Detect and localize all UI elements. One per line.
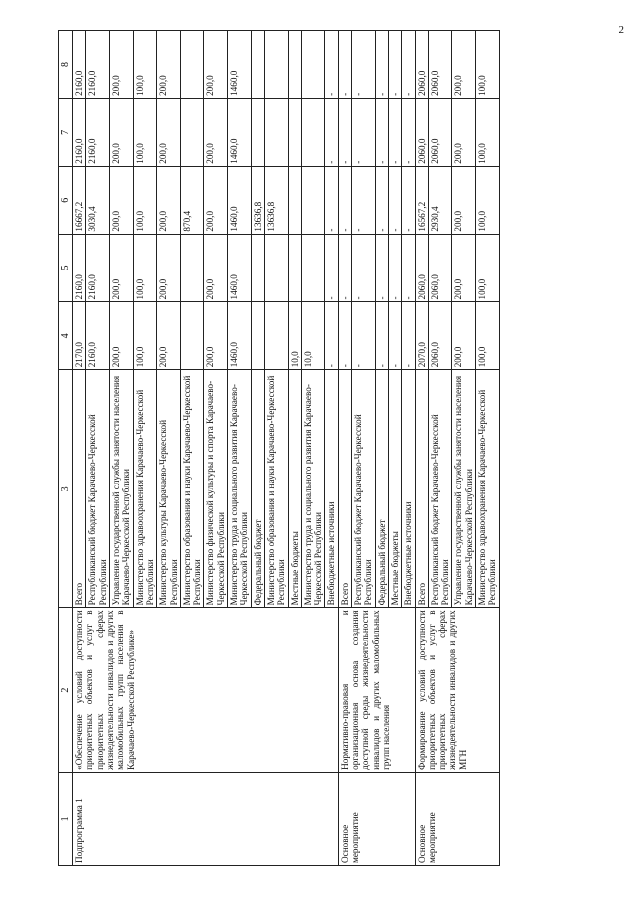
amount-cell: [264, 302, 288, 370]
amount-cell: 2060,0: [428, 31, 452, 99]
amount-cell: -: [352, 98, 376, 166]
amount-cell: -: [338, 302, 351, 370]
amount-cell: 200,0: [157, 166, 181, 234]
amount-cell: 13636,8: [264, 166, 288, 234]
amount-cell: -: [325, 302, 338, 370]
amount-cell: 1460,0: [228, 234, 252, 302]
amount-cell: 13636,8: [251, 166, 264, 234]
amount-cell: 2060,0: [428, 98, 452, 166]
amount-cell: 100,0: [133, 98, 157, 166]
funding-source-cell: Всего: [338, 370, 351, 608]
amount-cell: 2060,0: [428, 302, 452, 370]
program-name-cell: Формирование условий доступности приоритетных объектов и услуг в приоритетных сферах жизнедеятельности инвалидов и других МГН: [415, 608, 499, 772]
funding-source-cell: Управление государственной службы занятости населения Карачаево-Черкесской Республики: [110, 370, 134, 608]
amount-cell: -: [338, 98, 351, 166]
amount-cell: -: [338, 234, 351, 302]
amount-cell: [288, 234, 301, 302]
amount-cell: [288, 166, 301, 234]
amount-cell: 100,0: [133, 31, 157, 99]
amount-cell: 2170,0: [73, 302, 86, 370]
amount-cell: -: [375, 31, 388, 99]
amount-cell: -: [325, 31, 338, 99]
amount-cell: 100,0: [475, 98, 499, 166]
amount-cell: [180, 98, 204, 166]
amount-cell: 200,0: [110, 302, 134, 370]
amount-cell: 16567,2: [415, 166, 428, 234]
program-name-cell: «Обеспечение условий доступности приоритетных объектов и услуг в приоритетных сферах жизнедеятельности инвалидов и других маломобильных групп населения в Карачаево-Черкесской Республике»: [73, 608, 339, 772]
amount-cell: 16667,2: [73, 166, 86, 234]
amount-cell: -: [388, 234, 401, 302]
funding-source-cell: Республиканский бюджет Карачаево-Черкесской Республики: [86, 370, 110, 608]
amount-cell: 2060,0: [415, 98, 428, 166]
amount-cell: 200,0: [204, 234, 228, 302]
amount-cell: 2060,0: [428, 234, 452, 302]
amount-cell: [264, 234, 288, 302]
amount-cell: 100,0: [475, 302, 499, 370]
amount-cell: [180, 31, 204, 99]
amount-cell: -: [388, 31, 401, 99]
funding-source-cell: Министерство образования и науки Карачаево-Черкесской Республики: [264, 370, 288, 608]
amount-cell: 200,0: [204, 166, 228, 234]
amount-cell: 2160,0: [73, 31, 86, 99]
amount-cell: -: [375, 302, 388, 370]
funding-source-cell: Всего: [415, 370, 428, 608]
amount-cell: 2070,0: [415, 302, 428, 370]
amount-cell: [251, 31, 264, 99]
amount-cell: -: [402, 98, 415, 166]
amount-cell: [264, 98, 288, 166]
amount-cell: 200,0: [110, 166, 134, 234]
amount-cell: -: [325, 98, 338, 166]
amount-cell: 100,0: [133, 234, 157, 302]
funding-source-cell: Министерство здравоохранения Карачаево-Черкесской Республики: [475, 370, 499, 608]
amount-cell: 200,0: [204, 302, 228, 370]
column-number-header: 7: [59, 98, 73, 166]
amount-cell: 200,0: [452, 98, 476, 166]
column-number-header: 3: [59, 370, 73, 608]
amount-cell: 1460,0: [228, 302, 252, 370]
amount-cell: 100,0: [475, 166, 499, 234]
amount-cell: 200,0: [157, 31, 181, 99]
funding-source-cell: Внебюджетные источники: [325, 370, 338, 608]
funding-source-cell: Федеральный бюджет: [375, 370, 388, 608]
program-status-cell: Основное мероприятие: [338, 772, 415, 865]
program-status-cell: Основное мероприятие: [415, 772, 499, 865]
amount-cell: [288, 98, 301, 166]
amount-cell: 2160,0: [86, 302, 110, 370]
amount-cell: 2160,0: [86, 98, 110, 166]
amount-cell: 3030,4: [86, 166, 110, 234]
funding-table: [58, 30, 500, 866]
program-status-cell: Подпрограмма 1: [73, 772, 339, 865]
amount-cell: 200,0: [157, 98, 181, 166]
amount-cell: [301, 166, 325, 234]
amount-cell: 10,0: [288, 302, 301, 370]
amount-cell: -: [388, 302, 401, 370]
amount-cell: [251, 98, 264, 166]
amount-cell: -: [352, 31, 376, 99]
amount-cell: 2160,0: [86, 234, 110, 302]
amount-cell: 200,0: [157, 234, 181, 302]
amount-cell: 200,0: [157, 302, 181, 370]
amount-cell: -: [352, 302, 376, 370]
table-row: [415, 31, 428, 866]
amount-cell: -: [325, 166, 338, 234]
amount-cell: -: [338, 31, 351, 99]
column-number-header: 1: [59, 772, 73, 865]
amount-cell: 200,0: [204, 31, 228, 99]
header-row: [59, 31, 73, 866]
funding-source-cell: Местные бюджеты: [388, 370, 401, 608]
amount-cell: 200,0: [452, 166, 476, 234]
amount-cell: -: [325, 234, 338, 302]
amount-cell: -: [402, 302, 415, 370]
funding-source-cell: Министерство культуры Карачаево-Черкесской Республики: [157, 370, 181, 608]
funding-source-cell: Министерство труда и социального развития Карачаево-Черкесской Республики: [228, 370, 252, 608]
amount-cell: -: [352, 166, 376, 234]
amount-cell: 200,0: [110, 31, 134, 99]
amount-cell: -: [402, 234, 415, 302]
amount-cell: 10,0: [301, 302, 325, 370]
amount-cell: [288, 31, 301, 99]
amount-cell: 200,0: [110, 98, 134, 166]
amount-cell: -: [375, 234, 388, 302]
amount-cell: 100,0: [475, 234, 499, 302]
amount-cell: 1460,0: [228, 166, 252, 234]
column-number-header: 2: [59, 608, 73, 772]
program-name-cell: Нормативно-правовая и организационная основа создания доступной среды жизнедеятельности инвалидов и других маломобильных групп населения: [338, 608, 415, 772]
amount-cell: -: [402, 31, 415, 99]
table-row: [338, 31, 351, 866]
amount-cell: 100,0: [475, 31, 499, 99]
amount-cell: [301, 98, 325, 166]
amount-cell: -: [375, 166, 388, 234]
funding-source-cell: Министерство труда и социального развития Карачаево-Черкесской Республики: [301, 370, 325, 608]
funding-source-cell: Внебюджетные источники: [402, 370, 415, 608]
amount-cell: 100,0: [133, 302, 157, 370]
amount-cell: 2060,0: [415, 234, 428, 302]
amount-cell: [251, 234, 264, 302]
funding-source-cell: Управление государственной службы занятости населения Карачаево-Черкесской Республики: [452, 370, 476, 608]
amount-cell: [301, 234, 325, 302]
rotated-table-container: [58, 30, 618, 866]
funding-source-cell: Республиканский бюджет Карачаево-Черкесской Республики: [428, 370, 452, 608]
amount-cell: 200,0: [452, 234, 476, 302]
amount-cell: [180, 302, 204, 370]
amount-cell: 2930,4: [428, 166, 452, 234]
amount-cell: 200,0: [452, 302, 476, 370]
amount-cell: -: [388, 98, 401, 166]
funding-source-cell: Местные бюджеты: [288, 370, 301, 608]
amount-cell: 200,0: [110, 234, 134, 302]
amount-cell: [251, 302, 264, 370]
column-number-header: 4: [59, 302, 73, 370]
funding-source-cell: Республиканский бюджет Карачаево-Черкесской Республики: [352, 370, 376, 608]
column-number-header: 8: [59, 31, 73, 99]
amount-cell: 1460,0: [228, 98, 252, 166]
amount-cell: 2160,0: [73, 98, 86, 166]
amount-cell: -: [338, 166, 351, 234]
amount-cell: 870,4: [180, 166, 204, 234]
funding-source-cell: Министерство образования и науки Карачаево-Черкесской Республики: [180, 370, 204, 608]
amount-cell: 2060,0: [415, 31, 428, 99]
amount-cell: 2160,0: [86, 31, 110, 99]
table-row: [73, 31, 86, 866]
funding-source-cell: Федеральный бюджет: [251, 370, 264, 608]
amount-cell: -: [352, 234, 376, 302]
amount-cell: [180, 234, 204, 302]
amount-cell: 200,0: [204, 98, 228, 166]
funding-source-cell: Всего: [73, 370, 86, 608]
amount-cell: 100,0: [133, 166, 157, 234]
amount-cell: [301, 31, 325, 99]
amount-cell: 1460,0: [228, 31, 252, 99]
column-number-header: 5: [59, 234, 73, 302]
funding-source-cell: Министерство здравоохранения Карачаево-Черкесской Республики: [133, 370, 157, 608]
amount-cell: [264, 31, 288, 99]
amount-cell: -: [375, 98, 388, 166]
amount-cell: 2160,0: [73, 234, 86, 302]
funding-source-cell: Министерство физической культуры и спорта Карачаево-Черкесской Республики: [204, 370, 228, 608]
column-number-header: 6: [59, 166, 73, 234]
amount-cell: -: [402, 166, 415, 234]
page-number: 2: [618, 24, 624, 36]
amount-cell: 200,0: [452, 31, 476, 99]
amount-cell: -: [388, 166, 401, 234]
